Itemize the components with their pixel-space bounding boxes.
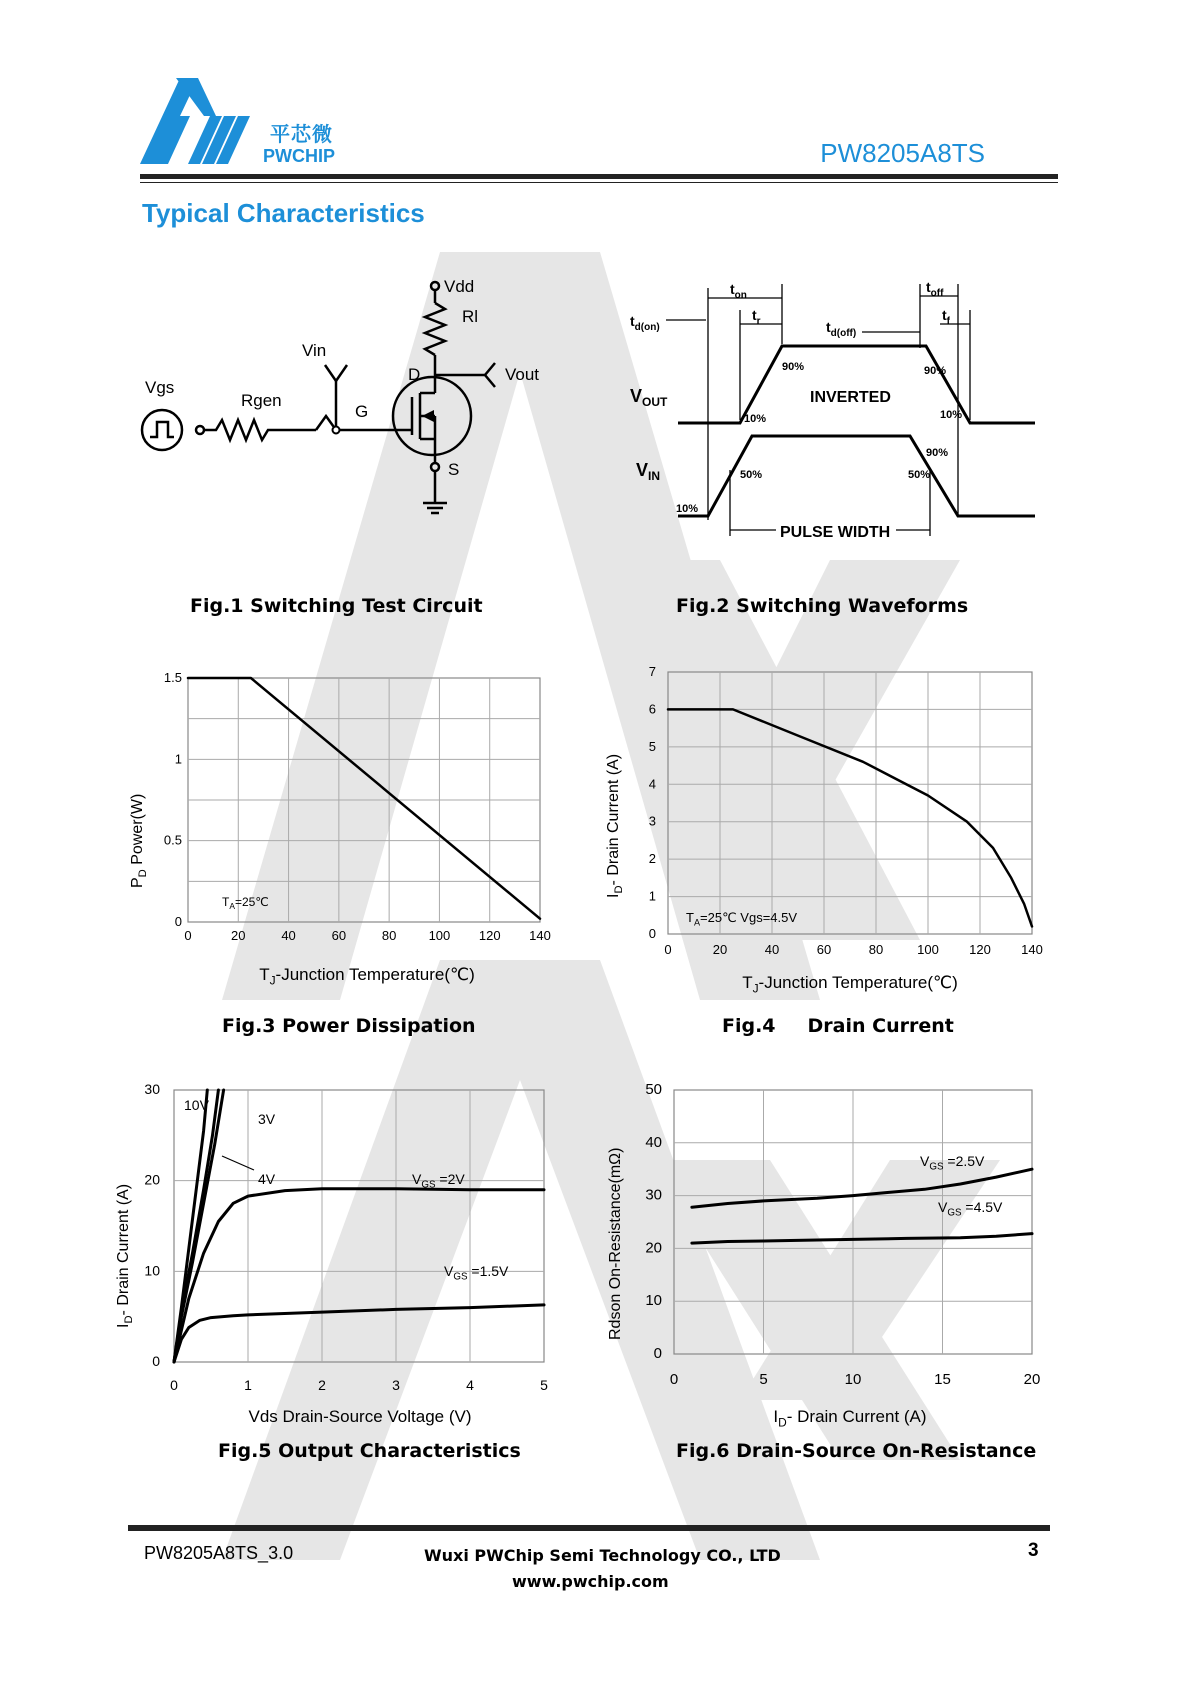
series-label-vgs-1-5v: $V_{GS} =1.5V$ bbox=[444, 1263, 509, 1283]
y-tick-label: 3 bbox=[648, 813, 656, 829]
x-tick-label: 60 bbox=[816, 942, 832, 957]
x-tick-label: 0 bbox=[664, 942, 672, 957]
x-axis-label: Vds Drain-Source Voltage (V) bbox=[248, 1407, 472, 1426]
plot-frame bbox=[174, 1090, 544, 1362]
x-tick-label: 140 bbox=[529, 928, 551, 943]
y-tick-label: 0 bbox=[174, 914, 182, 929]
rl-label: Rl bbox=[462, 307, 479, 326]
y-tick-label: 30 bbox=[645, 1186, 662, 1204]
fig3-caption: Fig.3 Power Dissipation bbox=[222, 1015, 476, 1037]
x-tick-label: 80 bbox=[868, 942, 884, 957]
y-tick-label: 20 bbox=[645, 1239, 662, 1257]
rgen-label: Rgen bbox=[241, 391, 282, 410]
x-axis-label: $I_D-$ Drain Current (A) bbox=[773, 1407, 927, 1430]
x-tick-label: 20 bbox=[231, 928, 246, 943]
fig4-caption: Fig.4 Drain Current bbox=[722, 1015, 954, 1037]
logo-brand-text: PWCHIP bbox=[263, 146, 335, 166]
y-tick-label: 10 bbox=[144, 1262, 160, 1279]
y-tick-label: 10 bbox=[645, 1292, 662, 1310]
section-title: Typical Characteristics bbox=[142, 198, 425, 228]
company-name: Wuxi PWChip Semi Technology CO., LTD bbox=[424, 1546, 781, 1565]
part-number: PW8205A8TS bbox=[820, 138, 985, 168]
y-tick-label: 0.5 bbox=[163, 832, 182, 848]
series-line bbox=[668, 709, 1032, 926]
svg-text:tf: $t_f$ bbox=[942, 307, 951, 327]
series-label-10v: 10V bbox=[184, 1097, 209, 1113]
y-tick-label: 2 bbox=[648, 851, 656, 867]
header-rule-thin bbox=[140, 182, 1058, 183]
y-axis-label: $I_D-$ Drain Current (A) bbox=[115, 1183, 135, 1328]
svg-text:VOUT: $V_{OUT}$ bbox=[630, 386, 668, 409]
x-tick-label: 0 bbox=[170, 1377, 178, 1393]
x-axis-label: $T_J$-Junction Temperature(℃) bbox=[259, 965, 475, 988]
svg-text:50%: 50% bbox=[908, 469, 931, 481]
svg-text:90%: 90% bbox=[926, 447, 949, 459]
y-tick-label: 5 bbox=[648, 738, 656, 754]
svg-text:toff: $t_{off}$ bbox=[926, 279, 944, 299]
y-tick-label: 0 bbox=[648, 926, 656, 941]
x-tick-label: 80 bbox=[381, 928, 397, 943]
y-tick-label: 50 bbox=[645, 1081, 662, 1098]
x-tick-label: 10 bbox=[844, 1371, 862, 1388]
drain-current-chart bbox=[590, 660, 1060, 1000]
switching-test-circuit bbox=[140, 265, 560, 545]
footer-rule bbox=[128, 1525, 1050, 1531]
svg-text:td(off): $t_{d(off)}$ bbox=[826, 319, 857, 339]
x-axis-label: $T_J$-Junction Temperature(℃) bbox=[742, 973, 958, 996]
svg-text:INVERTED: INVERTED bbox=[810, 389, 891, 406]
x-tick-label: 100 bbox=[428, 928, 451, 943]
x-tick-label: 5 bbox=[759, 1371, 768, 1388]
y-tick-label: 30 bbox=[144, 1081, 160, 1097]
x-tick-label: 0 bbox=[669, 1371, 679, 1388]
source-label: S bbox=[448, 460, 460, 479]
x-tick-label: 20 bbox=[1023, 1371, 1041, 1388]
svg-text:ton: $t_{on}$ bbox=[730, 281, 747, 301]
logo-chinese-text: 平芯微 bbox=[270, 124, 333, 146]
website-url: www.pwchip.com bbox=[512, 1572, 669, 1591]
x-tick-label: 4 bbox=[466, 1377, 474, 1393]
fig2-caption: Fig.2 Switching Waveforms bbox=[676, 595, 969, 617]
y-tick-label: 20 bbox=[144, 1171, 160, 1188]
x-tick-label: 15 bbox=[934, 1371, 951, 1388]
svg-text:90%: 90% bbox=[924, 365, 947, 377]
x-tick-label: 0 bbox=[184, 928, 192, 943]
x-tick-label: 40 bbox=[281, 928, 296, 943]
vdd-label: Vdd bbox=[444, 277, 475, 296]
svg-text:10%: 10% bbox=[940, 409, 963, 421]
series-label-3v: 3V bbox=[258, 1111, 276, 1127]
y-tick-label: 1.5 bbox=[163, 670, 182, 685]
svg-text:VIN: $V_{IN}$ bbox=[636, 460, 661, 483]
y-tick-label: 0 bbox=[653, 1345, 662, 1362]
fig5-caption: Fig.5 Output Characteristics bbox=[218, 1440, 521, 1462]
y-tick-label: 1 bbox=[648, 888, 656, 904]
x-tick-label: 20 bbox=[712, 942, 728, 957]
fig1-caption: Fig.1 Switching Test Circuit bbox=[190, 595, 483, 617]
x-tick-label: 120 bbox=[969, 942, 991, 957]
svg-text:50%: 50% bbox=[740, 469, 763, 481]
y-tick-label: 40 bbox=[645, 1133, 662, 1151]
x-tick-label: 120 bbox=[478, 928, 501, 943]
series-label-vgs-4-5v: $V_{GS} =4.5V$ bbox=[938, 1199, 1003, 1219]
x-tick-label: 5 bbox=[540, 1377, 548, 1393]
x-tick-label: 60 bbox=[331, 928, 347, 943]
y-tick-label: 4 bbox=[648, 776, 656, 792]
series-line bbox=[174, 1305, 544, 1362]
y-tick-label: 7 bbox=[648, 664, 656, 679]
power-dissipation-chart bbox=[100, 660, 570, 1000]
y-tick-label: 0 bbox=[152, 1353, 160, 1369]
svg-text:tr: $t_r$ bbox=[752, 307, 761, 327]
vgs-label: Vgs bbox=[145, 378, 175, 397]
page-number: 3 bbox=[1028, 1540, 1039, 1561]
vin-label: Vin bbox=[302, 341, 327, 360]
condition-annotation: $T_A=25℃$ Vgs=4.5V bbox=[686, 910, 798, 928]
switching-waveforms bbox=[630, 270, 1050, 540]
series-line bbox=[692, 1234, 1032, 1244]
svg-text:10%: 10% bbox=[676, 503, 699, 515]
plot-frame bbox=[668, 672, 1032, 934]
svg-text:10%: 10% bbox=[744, 413, 767, 425]
y-tick-label: 1 bbox=[174, 751, 182, 767]
label-leader-line bbox=[222, 1156, 254, 1170]
series-label-4v: 4V bbox=[258, 1171, 276, 1187]
condition-annotation: $T_A=25℃$ bbox=[222, 895, 269, 911]
y-axis-label: Rdson On-Resistance(mΩ) bbox=[607, 1147, 624, 1340]
y-axis-label: $I_D-$ Drain Current (A) bbox=[605, 753, 625, 898]
x-tick-label: 1 bbox=[244, 1377, 252, 1393]
y-axis-label: $P_D$ Power(W) bbox=[129, 793, 149, 888]
x-tick-label: 100 bbox=[917, 942, 939, 957]
series-label-vgs-2-5v: $V_{GS} =2.5V$ bbox=[920, 1153, 985, 1173]
x-tick-label: 3 bbox=[392, 1377, 400, 1393]
gate-label: G bbox=[355, 402, 369, 421]
svg-text:PULSE WIDTH: PULSE WIDTH bbox=[780, 524, 891, 540]
x-tick-label: 140 bbox=[1021, 942, 1043, 957]
x-tick-label: 40 bbox=[764, 942, 780, 957]
series-label-vgs-2v: $V_{GS} =2V$ bbox=[412, 1171, 465, 1191]
header-rule bbox=[140, 174, 1058, 179]
fig6-caption: Fig.6 Drain-Source On-Resistance bbox=[676, 1440, 1037, 1462]
y-tick-label: 6 bbox=[648, 701, 656, 717]
output-characteristics-chart bbox=[100, 1070, 570, 1440]
doc-id: PW8205A8TS_3.0 bbox=[144, 1543, 294, 1563]
drain-label: D bbox=[408, 365, 421, 384]
x-tick-label: 2 bbox=[318, 1377, 326, 1393]
on-resistance-chart bbox=[590, 1070, 1060, 1440]
svg-text:90%: 90% bbox=[782, 361, 805, 373]
vout-label: Vout bbox=[505, 365, 540, 384]
series-line bbox=[188, 678, 540, 919]
svg-text:td(on): $t_{d(on)}$ bbox=[630, 313, 660, 333]
